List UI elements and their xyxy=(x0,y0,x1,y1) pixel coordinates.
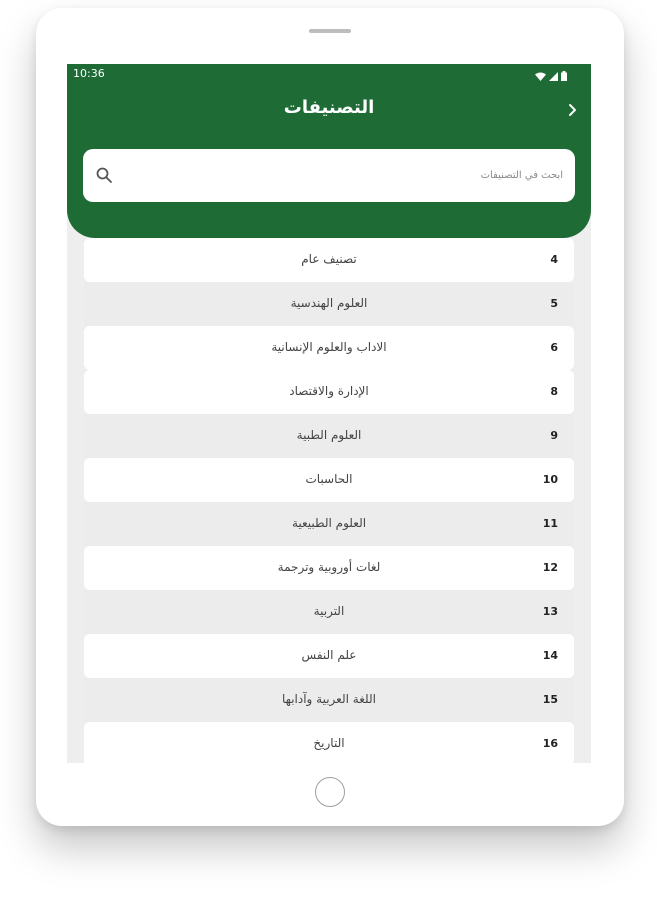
category-row[interactable] xyxy=(84,326,574,370)
category-row[interactable] xyxy=(84,414,574,458)
signal-icon xyxy=(549,66,558,85)
category-row[interactable] xyxy=(84,546,574,590)
category-label: العلوم الطبيعية xyxy=(291,516,367,530)
categories-list xyxy=(84,238,574,763)
wifi-icon xyxy=(535,66,546,85)
category-row[interactable] xyxy=(84,590,574,634)
category-label: تصنيف عام xyxy=(301,252,357,266)
category-number: 12 xyxy=(542,561,558,574)
category-number: 9 xyxy=(550,429,558,442)
app-screen xyxy=(67,64,591,763)
category-label: العلوم الهندسية xyxy=(290,296,368,310)
home-button[interactable] xyxy=(315,777,345,807)
category-row[interactable] xyxy=(84,634,574,678)
category-label: لغات أوروبية وترجمة xyxy=(277,560,381,574)
status-time: 10:36 xyxy=(73,67,105,80)
category-number: 5 xyxy=(550,297,558,310)
category-row[interactable] xyxy=(84,238,574,282)
chevron-right-icon[interactable] xyxy=(565,102,581,118)
category-row[interactable] xyxy=(84,370,574,414)
category-label: التربية xyxy=(313,604,345,618)
category-label: التاريخ xyxy=(313,736,345,750)
search-input[interactable] xyxy=(133,164,563,186)
tablet-speaker xyxy=(309,29,351,33)
category-label: الإدارة والاقتصاد xyxy=(289,384,369,398)
category-row[interactable] xyxy=(84,282,574,326)
search-icon[interactable] xyxy=(95,166,113,184)
category-number: 6 xyxy=(550,341,558,354)
category-label: علم النفس xyxy=(301,648,357,662)
category-row[interactable] xyxy=(84,678,574,722)
category-label: الحاسبات xyxy=(305,472,353,486)
category-number: 14 xyxy=(542,649,558,662)
category-number: 10 xyxy=(542,473,558,486)
category-number: 11 xyxy=(542,517,558,530)
category-row[interactable] xyxy=(84,458,574,502)
search-box xyxy=(83,149,575,202)
category-number: 4 xyxy=(550,253,558,266)
category-number: 16 xyxy=(542,737,558,750)
status-icons xyxy=(535,66,567,85)
category-number: 15 xyxy=(542,693,558,706)
category-row[interactable] xyxy=(84,502,574,546)
category-number: 13 xyxy=(542,605,558,618)
app-header xyxy=(67,64,591,238)
category-row[interactable] xyxy=(84,722,574,763)
category-number: 8 xyxy=(550,385,558,398)
category-label: العلوم الطبية xyxy=(296,428,362,442)
category-label: الاداب والعلوم الإنسانية xyxy=(271,340,387,354)
battery-icon xyxy=(561,66,567,85)
category-label: اللغة العربية وآدابها xyxy=(282,692,376,706)
page-title: التصنيفات xyxy=(283,97,375,118)
